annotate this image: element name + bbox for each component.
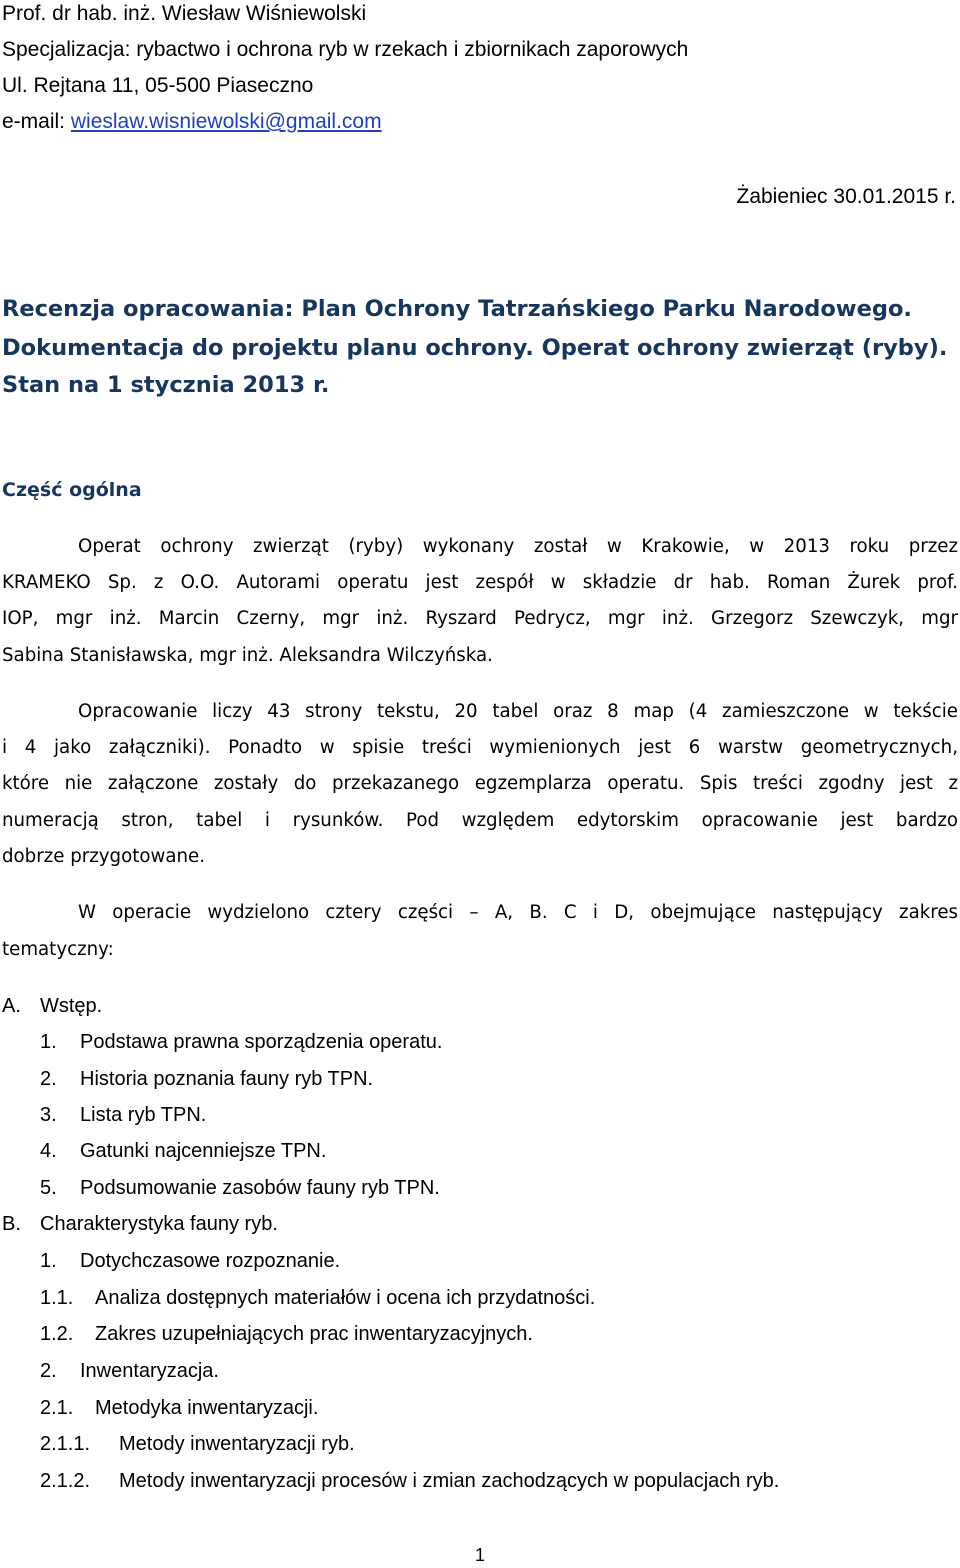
- outline-item: [0, 1104, 960, 1134]
- paragraph-1-line-2: KRAMEKO Sp. z O.O. Autorami operatu jest zespół w składzie dr hab. Roman Żurek prof.: [2, 572, 958, 593]
- paragraph-2-line-1: Opracowanie liczy 43 strony tekstu, 20 tabel oraz 8 map (4 zamieszczone w tekście: [78, 701, 958, 722]
- outline-item: [0, 1287, 960, 1317]
- outline-text: Historia poznania fauny ryb TPN.: [80, 1068, 374, 1090]
- outline-item: [0, 1213, 960, 1243]
- page-number: 1: [474, 1545, 485, 1565]
- section-heading: Część ogólna: [2, 479, 142, 501]
- outline-number: 1.: [40, 1031, 57, 1053]
- outline-text: Dotychczasowe rozpoznanie.: [80, 1250, 341, 1272]
- outline-number: 1.1.: [40, 1287, 74, 1309]
- paragraph-2-line-3: które nie załączone zostały do przekazanego egzemplarza operatu. Spis treści zgodny jest z: [2, 773, 958, 794]
- outline-item: [0, 1397, 960, 1427]
- outline-text: Podsumowanie zasobów fauny ryb TPN.: [80, 1177, 440, 1199]
- outline-text: Analiza dostępnych materiałów i ocena ich przydatności.: [95, 1287, 596, 1309]
- outline-text: Zakres uzupełniających prac inwentaryzacyjnych.: [95, 1323, 533, 1345]
- author-specialization: Specjalizacja: rybactwo i ochrona ryb w rzekach i zbiornikach zaporowych: [2, 38, 689, 61]
- outline-text: Metodyka inwentaryzacji.: [95, 1397, 319, 1419]
- outline-item: [0, 1433, 960, 1463]
- author-address: Ul. Rejtana 11, 05-500 Piaseczno: [2, 74, 314, 97]
- outline-number: 2.: [40, 1360, 57, 1382]
- outline-number: 4.: [40, 1140, 57, 1162]
- outline-text: Metody inwentaryzacji procesów i zmian zachodzących w populacjach ryb.: [119, 1470, 780, 1492]
- outline-item: [0, 995, 960, 1025]
- outline-item: [0, 1323, 960, 1353]
- email-link[interactable]: wieslaw.wisniewolski@gmail.com: [70, 110, 382, 133]
- outline-text: Inwentaryzacja.: [80, 1360, 219, 1382]
- paragraph-1-line-4: Sabina Stanisławska, mgr inż. Aleksandra Wilczyńska.: [2, 645, 493, 666]
- outline-number: 2.1.: [40, 1397, 74, 1419]
- review-title-line-3: Stan na 1 stycznia 2013 r.: [2, 372, 330, 398]
- outline-item: [0, 1470, 960, 1500]
- outline-number: 1.2.: [40, 1323, 74, 1345]
- document-date: Żabieniec 30.01.2015 r.: [736, 185, 956, 208]
- paragraph-1-line-1: Operat ochrony zwierząt (ryby) wykonany został w Krakowie, w 2013 roku przez: [78, 536, 958, 557]
- review-title-line-1: Recenzja opracowania: Plan Ochrony Tatrzańskiego Parku Narodowego.: [2, 296, 912, 322]
- outline-text: Lista ryb TPN.: [80, 1104, 207, 1126]
- outline-number: B.: [2, 1213, 21, 1235]
- outline-number: 2.1.1.: [40, 1433, 91, 1455]
- outline-number: 2.: [40, 1068, 57, 1090]
- outline-text: Charakterystyka fauny ryb.: [40, 1213, 278, 1235]
- outline-item: [0, 1031, 960, 1061]
- outline-text: Metody inwentaryzacji ryb.: [119, 1433, 355, 1455]
- outline-text: Gatunki najcenniejsze TPN.: [80, 1140, 327, 1162]
- paragraph-2-line-2: i 4 jako załączniki). Ponadto w spisie treści wymienionych jest 6 warstw geometrycznych,: [2, 737, 958, 758]
- outline-item: [0, 1140, 960, 1170]
- paragraph-2-line-5: dobrze przygotowane.: [2, 846, 205, 867]
- outline-text: Wstęp.: [40, 995, 103, 1017]
- outline-item: [0, 1250, 960, 1280]
- outline-number: A.: [2, 995, 21, 1017]
- outline-number: 1.: [40, 1250, 57, 1272]
- outline-item: [0, 1360, 960, 1390]
- paragraph-3-line-2: tematyczny:: [2, 939, 114, 960]
- paragraph-2-line-4: numeracją stron, tabel i rysunków. Pod względem edytorskim opracowanie jest bardzo: [2, 810, 958, 831]
- paragraph-1-line-3: IOP, mgr inż. Marcin Czerny, mgr inż. Ryszard Pedrycz, mgr inż. Grzegorz Szewczyk, mgr: [2, 608, 958, 629]
- email-label: e-mail:: [2, 110, 71, 133]
- outline-item: [0, 1068, 960, 1098]
- outline-item: [0, 1177, 960, 1207]
- outline-number: 2.1.2.: [40, 1470, 91, 1492]
- outline-text: Podstawa prawna sporządzenia operatu.: [80, 1031, 443, 1053]
- outline-number: 3.: [40, 1104, 57, 1126]
- author-name: Prof. dr hab. inż. Wiesław Wiśniewolski: [2, 2, 367, 25]
- paragraph-3-line-1: W operacie wydzielono cztery części – A, B. C i D, obejmujące następujący zakres: [78, 902, 958, 923]
- author-email-line: [2, 110, 382, 134]
- review-title-line-2: Dokumentacja do projektu planu ochrony. Operat ochrony zwierząt (ryby).: [2, 335, 948, 361]
- outline-number: 5.: [40, 1177, 57, 1199]
